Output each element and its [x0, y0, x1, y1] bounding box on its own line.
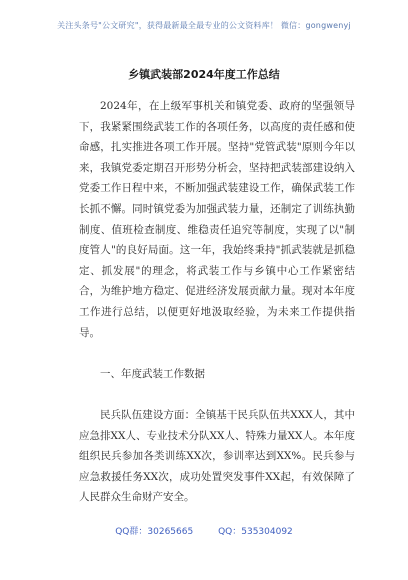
- document-title: 乡镇武装部2024年度工作总结: [128, 68, 280, 81]
- footer-qq-group: QQ群：30265665: [115, 527, 194, 537]
- intro-paragraph: 2024年，在上级军事机关和镇党委、政府的坚强领导下，我紧紧围绕武装工作的各项任务，以高度的责任感和使命感，扎实推进各项工作开展。坚持"党管武装"原则今年以来，我镇党委定期召开形势分析会，坚持把武装部建设纳入党委工作日程中来，不断加强武装建设工作，确保武装工作长抓不懈。同时镇党委为加强武装力量，还制定了训练执勤制度、值班检查制度、维稳责任追究等制度，实现了以"制度管人"的良好局面。这一年，我始终秉持"抓武装就是抓稳定、抓发展"的理念，将武装工作与乡镇中心工作紧密结合，为维护地方稳定、促进经济发展贡献力量。现对本年度工作进行总结，以便更好地汲取经验，为未来工作提供指导。: [79, 100, 355, 339]
- section-paragraph: 民兵队伍建设方面：全镇基干民兵队伍共XXX人，其中应急排XX人、专业技术分队XX人、特殊力量XX人。本年度组织民兵参加各类训练XX次，参训率达到XX%。民兵参与应急救援任务XX次，成功处置突发事件XX起，有效保障了人民群众生命财产安全。: [79, 409, 355, 504]
- section-heading: 一、年度武装工作数据: [100, 368, 205, 380]
- footer-contact: [0, 524, 408, 537]
- footer-qq-number: QQ：535304092: [218, 527, 293, 537]
- header-promo-note: 关注头条号"公文研究"，获得最新最全最专业的公文资料库！ 微信：gongwenyj: [57, 21, 351, 30]
